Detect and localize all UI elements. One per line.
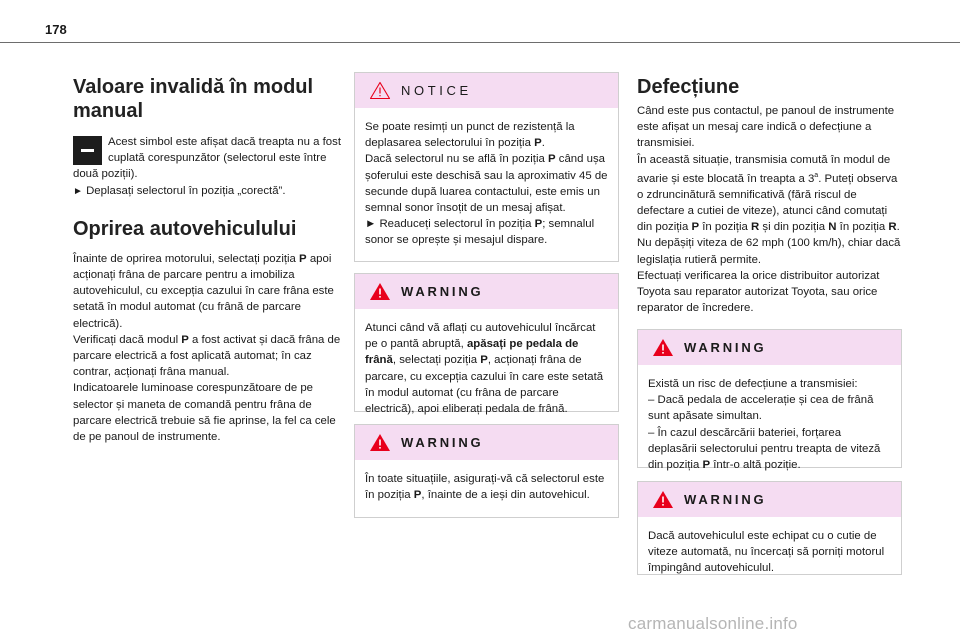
warning-label: WARNING: [401, 284, 484, 299]
heading-stopping-vehicle: Oprirea autovehiculului: [73, 217, 297, 240]
warning-box-push-start: [637, 481, 902, 575]
malfunction-text: Când este pus contactul, pe panoul de instrumente este afișat un mesaj care indică o defecțiune a transmisiei. În această situație, transmisia comută în modul de avarie și este blocată în treapta a 3$^a$. Puteți observa o zdruncinătură semnificativă (fără riscul de defectare a cutiei de viteze), atunci când comutați din poziția P în poziția R și din poziția N în poziția R. Nu depășiți viteza de 62 mph (100 km/h), chiar dacă legislația rutieră permite. Efectuați verificarea la orice distribuitor autorizat Toyota sau reparator autorizat Toyota, sau orice reparator de încredere.: [637, 105, 901, 315]
notice-box: [354, 72, 619, 262]
page-number: 178: [45, 22, 67, 37]
warning-label: WARNING: [684, 340, 767, 355]
warning-filled-icon: [652, 338, 674, 357]
notice-label: NOTICE: [401, 83, 472, 98]
header-divider: [0, 42, 960, 43]
invalid-value-text: Acest simbol este afișat dacă treapta nu a fost cuplată corespunzător (selectorul este între două poziții).: [73, 136, 342, 181]
warning-body-slope: Atunci când vă aflați cu autovehiculul încărcat pe o pantă abruptă, apăsați pe pedala de frână, selectați poziția P, acționați frâna de parcare, cu excepția cazului în care este setată în modul automat (cu frâna de parcare electrică), apoi eliberați pedala de frână.: [365, 322, 604, 416]
warning-header: [355, 425, 618, 460]
warning-header: [638, 330, 901, 365]
warning-box-exit: [354, 424, 619, 518]
invalid-value-paragraph: [73, 134, 341, 200]
warning-filled-icon: [369, 282, 391, 301]
warning-header: [355, 274, 618, 309]
warning-body-push-start: Dacă autovehiculul este echipat cu o cutie de viteze automată, nu încercați să porniți motorul împingând autovehiculul.: [648, 530, 885, 575]
warning-filled-icon: [369, 433, 391, 452]
warning-body-transmission: Există un risc de defecțiune a transmisiei: – Dacă pedala de accelerație și cea de frână sunt apăsate simultan. – În cazul descărcării bateriei, forțarea deplasării selectorului pentru treapta de viteză din poziția P într-o altă poziție.: [648, 378, 881, 472]
heading-invalid-value: Valoare invalidă în modul manual: [73, 76, 314, 122]
notice-header: [355, 73, 618, 108]
warning-outline-icon: [369, 81, 391, 100]
warning-header: [638, 482, 901, 517]
invalid-value-action: Deplasați selectorul în poziția „corectă”.: [86, 184, 286, 197]
footer-watermark: carmanualsonline.info: [628, 614, 798, 633]
stopping-vehicle-text: Înainte de oprirea motorului, selectați poziția P apoi acționați frâna de parcare pentru a imobiliza autovehiculul, cu excepția cazului în care frâna este setată în modul automat (cu frână de parcare electrică). Verificați dacă modul P a fost activat și dacă frâna de parcare electrică a fost aplicată automat; în caz contrar, acționați frâna manual. Indicatoarele luminoase corespunzătoare de pe selector și maneta de comandă pentru frâna de parcare electrică trebuie să fie aprinse, la fel ca cele de pe panoul de instrumente.: [73, 252, 341, 444]
warning-box-slope: [354, 273, 619, 416]
notice-body: Se poate resimți un punct de rezistență la deplasarea selectorului în poziția P. Dacă selectorul nu se află în poziția P când ușa șoferului este deschisă sau la aproximativ 45 de secunde după luarea contactului, este emis un semnal sonor însoțit de un mesaj afișat. ► Readuceți selectorul în poziția P; semnalul sonor se oprește și mesajul dispare.: [365, 121, 608, 247]
gear-indicator-icon: [73, 136, 102, 165]
action-arrow-icon: ►: [73, 185, 83, 197]
warning-label: WARNING: [401, 435, 484, 450]
heading-malfunction: Defecțiune: [637, 76, 740, 98]
warning-label: WARNING: [684, 492, 767, 507]
column-left: [73, 72, 341, 445]
warning-body-exit: În toate situațiile, asigurați-vă că selectorul este în poziția P, înainte de a ieși din autovehicul.: [365, 473, 605, 502]
warning-box-transmission: [637, 329, 902, 472]
column-right: [637, 72, 902, 316]
warning-filled-icon: [652, 490, 674, 509]
